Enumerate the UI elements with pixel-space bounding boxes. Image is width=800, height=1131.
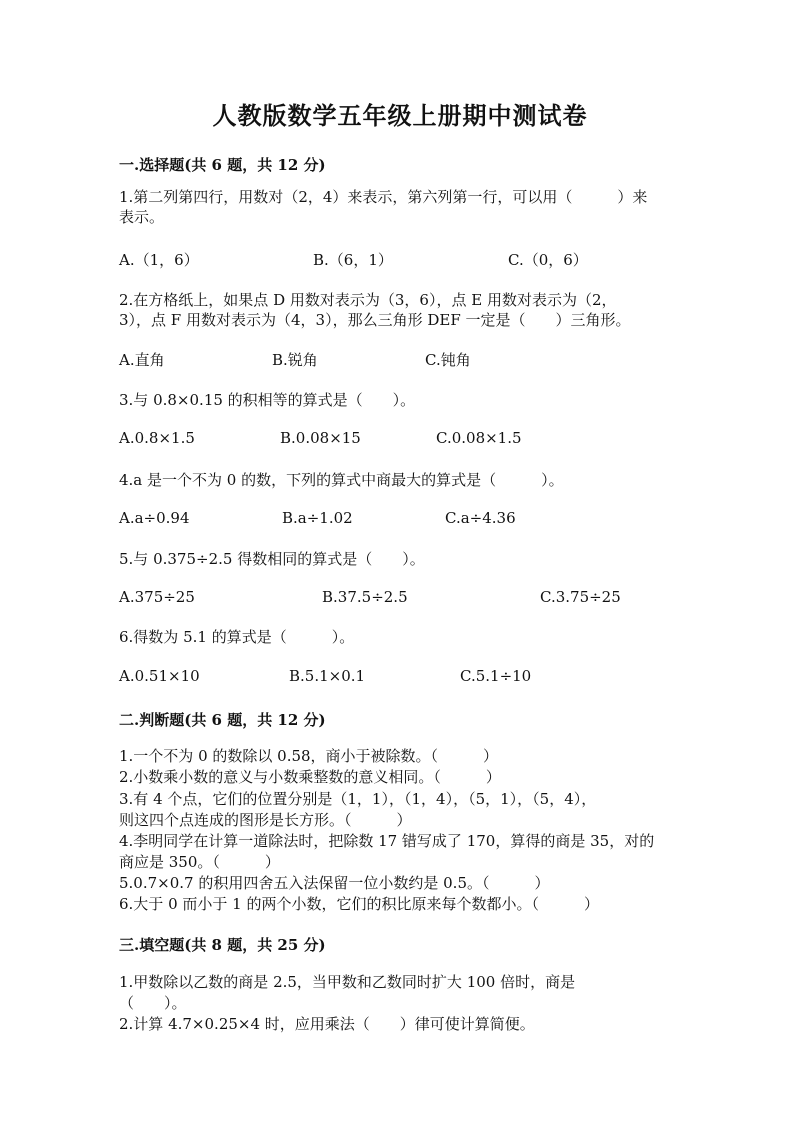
statement-line: 则这四个点连成的图形是长方形。（ ） xyxy=(119,811,412,829)
section-heading-choice: 一.选择题(共 6 题，共 12 分) xyxy=(119,156,326,174)
question-text: 6.得数为 5.1 的算式是（ ）。 xyxy=(119,628,355,646)
answer-option: C.0.08×1.5 xyxy=(436,429,522,447)
answer-option: B.a÷1.02 xyxy=(282,509,353,527)
answer-option: C.（0，6） xyxy=(508,251,588,269)
section-heading-fill-blank: 三.填空题(共 8 题，共 25 分) xyxy=(119,936,326,954)
question-text: 4.a 是一个不为 0 的数，下列的算式中商最大的算式是（ ）。 xyxy=(119,471,564,489)
question-text: 3），点 F 用数对表示为（4，3），那么三角形 DEF 一定是（ ）三角形。 xyxy=(119,311,631,329)
answer-option: B.0.08×15 xyxy=(280,429,361,447)
question-text: 3.与 0.8×0.15 的积相等的算式是（ ）。 xyxy=(119,391,416,409)
answer-option: A.0.51×10 xyxy=(119,667,200,685)
answer-option: C.a÷4.36 xyxy=(445,509,516,527)
answer-option: C.钝角 xyxy=(425,351,471,369)
statement-line: 5.0.7×0.7 的积用四舍五入法保留一位小数约是 0.5。（ ） xyxy=(119,874,550,892)
answer-option: C.3.75÷25 xyxy=(540,588,621,606)
answer-option: B.（6，1） xyxy=(313,251,393,269)
question-text: 1.第二列第四行，用数对（2，4）来表示，第六列第一行，可以用（ ）来 xyxy=(119,188,648,206)
question-text: 表示。 xyxy=(119,208,165,226)
fill-blank-line: （ ）。 xyxy=(119,994,187,1012)
statement-line: 1.一个不为 0 的数除以 0.58，商小于被除数。（ ） xyxy=(119,747,499,765)
statement-line: 3.有 4 个点，它们的位置分别是（1，1），（1，4），（5，1），（5，4）， xyxy=(119,790,597,808)
answer-option: A.直角 xyxy=(119,351,165,369)
statement-line: 2.小数乘小数的意义与小数乘整数的意义相同。（ ） xyxy=(119,768,501,786)
question-text: 5.与 0.375÷2.5 得数相同的算式是（ ）。 xyxy=(119,550,425,568)
answer-option: A.a÷0.94 xyxy=(119,509,190,527)
question-text: 2.在方格纸上，如果点 D 用数对表示为（3，6），点 E 用数对表示为（2， xyxy=(119,291,617,309)
statement-line: 4.李明同学在计算一道除法时，把除数 17 错写成了 170，算得的商是 35，对的 xyxy=(119,832,655,850)
answer-option: B.37.5÷2.5 xyxy=(322,588,408,606)
answer-option: A.375÷25 xyxy=(119,588,195,606)
fill-blank-line: 1.甲数除以乙数的商是 2.5，当甲数和乙数同时扩大 100 倍时，商是 xyxy=(119,973,576,991)
answer-option: C.5.1÷10 xyxy=(460,667,532,685)
fill-blank-line: 2.计算 4.7×0.25×4 时，应用乘法（ ）律可使计算简便。 xyxy=(119,1015,535,1033)
answer-option: A.0.8×1.5 xyxy=(119,429,195,447)
answer-option: A.（1，6） xyxy=(119,251,199,269)
section-heading-judgment: 二.判断题(共 6 题，共 12 分) xyxy=(119,711,326,729)
exam-title: 人教版数学五年级上册期中测试卷 xyxy=(212,101,588,130)
statement-line: 6.大于 0 而小于 1 的两个小数，它们的积比原来每个数都小。（ ） xyxy=(119,895,599,913)
statement-line: 商应是 350。（ ） xyxy=(119,853,280,871)
answer-option: B.5.1×0.1 xyxy=(289,667,366,685)
answer-option: B.锐角 xyxy=(272,351,318,369)
